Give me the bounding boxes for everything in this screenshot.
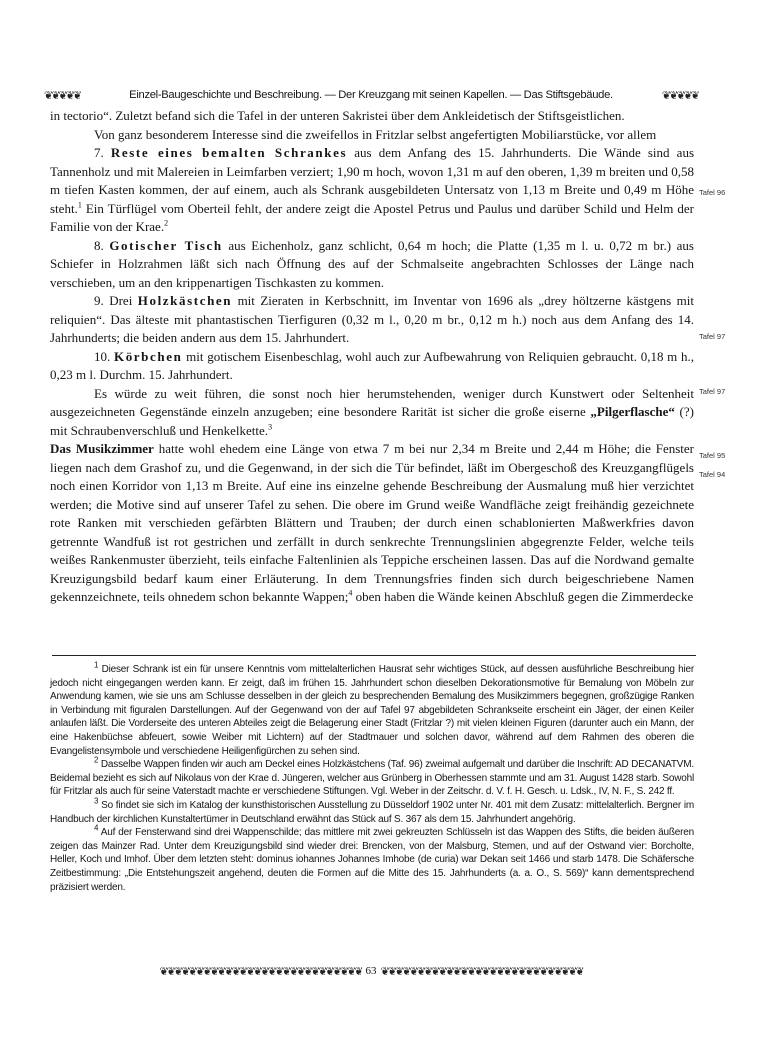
- item-title: Gotischer Tisch: [109, 237, 223, 253]
- footnote-2: [50, 755, 694, 799]
- paragraph-item-9: [50, 292, 694, 348]
- paragraph-item-8: [50, 237, 694, 293]
- running-header: [44, 86, 698, 104]
- item-number: 7.: [94, 145, 104, 160]
- footnote-number: 1: [94, 660, 99, 670]
- item-number: 9. Drei: [94, 293, 133, 308]
- footnote-ref[interactable]: 2: [164, 218, 169, 228]
- footnote-number: 2: [94, 755, 99, 765]
- pilgerflasche-term: „Pilgerflasche“: [590, 404, 675, 419]
- footnote-divider: [52, 655, 696, 656]
- paragraph-text-cont: (?) mit Schraubenverschluß und Henkelkette.: [50, 404, 694, 438]
- margin-note-plate[interactable]: Tafel 95: [699, 451, 726, 460]
- paragraph-item-10: [50, 348, 694, 385]
- running-title: Einzel-Baugeschichte und Beschreibung. — Der Kreuzgang mit seinen Kapellen. — Das Stiftsgebäude.: [129, 89, 613, 101]
- item-text: mit Zieraten in Kerbschnitt, im Inventar von 1696 als „drey höltzerne kästgens mit reliquien“. Das älteste mit phantastischen Tierfiguren (0,32 m l., 0,20 m br., 0,12 m h.) noch aus dem Anfang des 14. Jahrhunderts; die beiden andern aus dem 15. Jahrhundert.: [50, 293, 695, 345]
- paragraph-text: hatte wohl ehedem eine Länge von etwa 7 m bei nur 2,34 m Breite und 2,44 m Höhe; die Fenster liegen nach dem Grashof zu, und die Gegenwand, in der sich die Tür befindet, läßt im Obergeschoß des Kreuzgangflügels noch einen Korridor von 1,13 m Breite. Auf eine ins einzelne gehende Beschreibung der Ausmalung muß hier verzichtet werden; die Motive sind auf unserer Tafel zu sehen. Die obere im Grund weiße Wandfläche zeigt freihändig gezeichnete rote Ranken mit verschieden gefärbten Blättern und Trauben; der durch einen schablonierten Maßwerkfries davon getrennte Wandfuß ist rot gestrichen und zerfällt in durch senkrechte Trennungslinien abgegrenzte Felder, welche teils weißes Rankenmuster überzieht, teils einfache Faltenlinien als Teppiche erscheinen lassen. Das auf die Nordwand gemalte Kreuzigungsbild bedarf kaum einer Erläuterung. In dem Trennungsfries finden sich durch beigeschriebene Namen gekennzeichnete, teils ohnedem schon bekannte Wappen;: [50, 441, 694, 604]
- main-text: [50, 107, 694, 607]
- page-footer: [44, 963, 698, 979]
- footnote-text: Dieser Schrank ist ein für unsere Kenntnis vom mittelalterlichen Hausrat sehr wichtiges Stück, auf dessen ausführliche Beschreibung hier jedoch nicht eingegangen werden kann. Er zeigt, daß im frühen 15. Jahrhundert schon dieselben Dekorationsmotive für Bemalung von Möbeln zur Anwendung kamen, wie sie uns am Schlusse desselben in der gleich zu besprechenden Bemalung des Musikzimmers begegnen, großzügige Ranken in Verbindung mit figuralen Darstellungen. Auf der Gegenwand von der auf Tafel 97 abgebildeten Schrankseite erscheint ein Jäger, der einen Keiler anlaufen läßt. Die Vorderseite des unteren Abteiles zeigt die Belagerung einer Stadt (Fritzlar ?) mit vielen kleinen Figuren (darunter auch ein Mann, der eine Hakenbüchse abfeuert, sowie Weiber mit Lichtern) auf der Stadtmauer und solchen davor, während auf dem Rahmen des oberen die Evangelistensymbole und verschiedene Heiligenfigürchen zu sehen sind.: [50, 664, 694, 757]
- footnote-ref[interactable]: 1: [77, 200, 82, 210]
- musikzimmer-heading: Das Musikzimmer: [50, 441, 154, 456]
- footnote-text: So findet sie sich im Katalog der kunsthistorischen Ausstellung zu Düsseldorf 1902 unter Nr. 401 mit dem Zusatz: mittelalterlich. Bergner im Handbuch der kirchlichen Kunstaltertümer in Deutschland erwähnt das Stück auf S. 367 als dem 15. Jahrhundert angehörig.: [50, 799, 694, 825]
- footnote-text: Auf der Fensterwand sind drei Wappenschilde; das mittlere mit zwei gekreuzten Schlüsseln ist das Wappen des Stifts, die beiden äußeren zeigen das Mainzer Rad. Unter dem Kreuzigungsbild sind wieder drei: Brencken, von der Malsburg, Stemen, und auf der Ostwand vier: Borcholte, Heller, Koch und Imhof. Über dem letzten steht: dominus iohannes Johannes Imhobe (de curia) war Dekan seit 1466 und starb 1478. Die Schäfersche Zeitbestimmung: „Die Entstehungszeit angehend, deuten die Formen auf die Mitte des 15. Jahrhunderts (a. a. O., S. 569)“ kann dementsprechend präzisiert werden.: [50, 827, 695, 893]
- footnote-ref[interactable]: 3: [268, 422, 273, 432]
- paragraph-7: [50, 385, 694, 441]
- item-number: 10.: [94, 348, 111, 364]
- footnotes: [50, 660, 695, 894]
- footnote-1: [50, 660, 694, 758]
- margin-note-plate[interactable]: Tafel 97: [699, 332, 726, 341]
- item-title: Holzkästchen: [137, 293, 233, 308]
- item-title: Reste eines bemalten Schrankes: [110, 145, 348, 160]
- paragraph-musikzimmer: [50, 440, 694, 607]
- page-number: 63: [365, 965, 377, 977]
- item-text-cont: Ein Türflügel vom Oberteil fehlt, der andere zeigt die Apostel Petrus und Paulus und darüber Schild und Helm der Familie von der Krae.: [50, 200, 694, 234]
- paragraph-1: in tectorio“. Zuletzt befand sich die Tafel in der unteren Sakristei über dem Ankleidetisch der Stiftsgeistlichen.: [50, 108, 625, 123]
- header-ornament-right: ❦❦❦❦❦: [661, 88, 698, 102]
- footnote-3: [50, 796, 694, 826]
- margin-note-plate[interactable]: Tafel 94: [699, 470, 726, 479]
- item-title: Körbchen: [113, 348, 183, 364]
- paragraph-text: Es würde zu weit führen, die sonst noch hier herumstehenden, weniger durch Kunstwert oder Seltenheit ausgezeichneten Gegenstände einzeln anzugeben; eine besondere Rarität ist sicher die große eiserne: [50, 385, 694, 419]
- header-ornament-left: ❦❦❦❦❦: [44, 88, 81, 102]
- footer-ornament-right: ❦❦❦❦❦❦❦❦❦❦❦❦❦❦❦❦❦❦❦❦❦❦❦❦❦❦❦❦: [380, 964, 583, 978]
- margin-note-plate[interactable]: Tafel 97: [699, 387, 726, 396]
- footer-ornament-left: ❦❦❦❦❦❦❦❦❦❦❦❦❦❦❦❦❦❦❦❦❦❦❦❦❦❦❦❦: [159, 964, 362, 978]
- paragraph-2: Von ganz besonderem Interesse sind die zweifellos in Fritzlar selbst angefertigten Mobiliarstücke, vor allem: [94, 126, 657, 142]
- margin-note-plate[interactable]: Tafel 96: [699, 188, 726, 197]
- paragraph-text-cont: oben haben die Wände keinen Abschluß gegen die Zimmerdecke: [352, 589, 694, 604]
- item-number: 8.: [94, 237, 104, 253]
- footnote-ref[interactable]: 4: [348, 588, 353, 598]
- footnote-4: [50, 823, 695, 894]
- item-text: aus Eichenholz, ganz schlicht, 0,64 m hoch; die Platte (1,35 m l. u. 0,72 m br.) aus Schiefer in Holzrahmen läßt sich nach Öffnung des auf der Schmalseite angebrachten Schlosses der Länge nach verschieben, um an den krippenartigen Tischkasten zu kommen.: [50, 237, 694, 290]
- item-text: aus dem Anfang des 15. Jahrhunderts. Die Wände sind aus Tannenholz und mit Malereien in Leimfarben verziert; 1,90 m hoch, wovon 1,31 m auf den oberen, 1,39 m breiten und 0,58 m tiefen Kasten kommen, der auf einem, auch als Schrank ausgebildeten Untersatz von 1,13 m Breite und 0,49 m Höhe steht.: [50, 145, 695, 216]
- footnote-number: 4: [94, 823, 99, 833]
- paragraph-item-7: [50, 144, 694, 237]
- footnote-number: 3: [94, 796, 99, 806]
- item-text: mit gotischem Eisenbeschlag, wohl auch zur Aufbewahrung von Reliquien gebraucht. 0,18 m h., 0,23 m l. Durchm. 15. Jahrhundert.: [50, 348, 695, 382]
- footnote-text: Dasselbe Wappen finden wir auch am Deckel eines Holzkästchens (Taf. 96) zweimal aufgemalt und darüber die Inschrift: AD DECANATVM. Beidemal bezieht es sich auf Nikolaus von der Krae d. Jüngeren, welcher aus Grünberg in Oberhessen stammte und am 31. August 1428 starb. Sowohl für Fritzlar als auch für seine Vaterstadt machte er verschiedene Stiftungen. Vgl. Weber in der Zeitschr. d. V. f. H. Gesch. u. Ldsk., IV, N. F., S. 242 ff.: [50, 759, 694, 798]
